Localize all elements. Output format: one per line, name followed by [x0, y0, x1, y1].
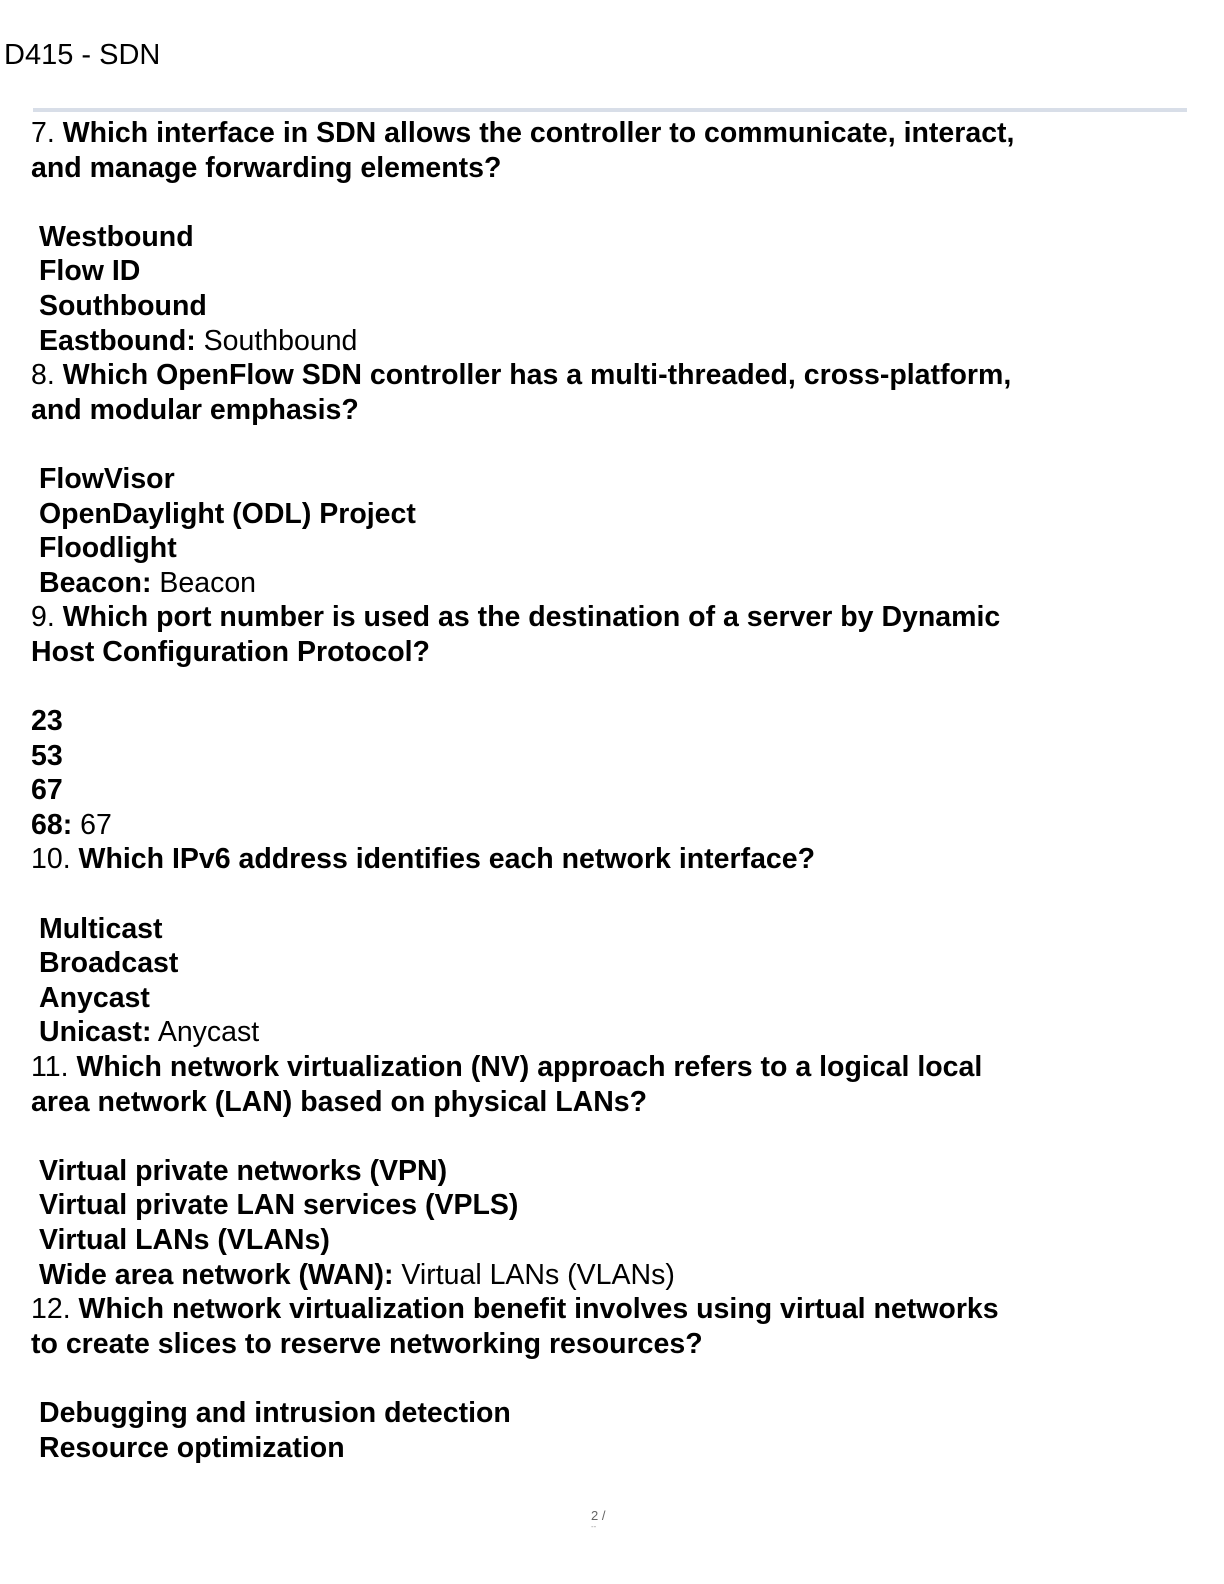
- answer-option: Virtual private networks (VPN): [39, 1154, 448, 1187]
- option-row: [31, 808, 1181, 843]
- question-text: Which network virtualization (NV) approach refers to a logical local: [76, 1051, 983, 1084]
- answer-option: 67: [31, 774, 63, 807]
- correct-answer: Beacon: [159, 566, 257, 599]
- question-text: Host Configuration Protocol?: [31, 635, 430, 668]
- answer-option: Wide area network (WAN):: [39, 1258, 394, 1291]
- question-line: [31, 1292, 1181, 1327]
- answer-option: Broadcast: [39, 947, 179, 980]
- option-row: [31, 946, 1181, 981]
- page-number: 2 /: [591, 1508, 606, 1523]
- option-row: [31, 704, 1181, 739]
- page-number-sub: --: [591, 1522, 597, 1531]
- correct-answer: Anycast: [157, 1016, 260, 1049]
- answer-option: 53: [31, 739, 63, 772]
- question-line: [31, 151, 1181, 186]
- answer-option: Debugging and intrusion detection: [39, 1396, 511, 1429]
- option-row: [31, 462, 1181, 497]
- answer-option: Floodlight: [39, 532, 177, 565]
- question-number: 7.: [31, 117, 55, 149]
- question-text: Which port number is used as the destination of a server by Dynamic: [62, 601, 1001, 634]
- option-row: [31, 566, 1181, 601]
- question-block: [31, 600, 1181, 842]
- option-row: [31, 912, 1181, 947]
- option-row: [31, 1258, 1181, 1293]
- option-row: [31, 1188, 1181, 1223]
- answer-option: Multicast: [39, 912, 163, 945]
- question-line: [31, 635, 1181, 670]
- answer-option: Resource optimization: [39, 1431, 345, 1464]
- answer-option: Unicast:: [39, 1016, 152, 1049]
- spacer: [31, 1361, 1181, 1396]
- spacer: [31, 427, 1181, 462]
- option-row: [31, 1223, 1181, 1258]
- question-text: Which OpenFlow SDN controller has a multi-threaded, cross-platform,: [62, 359, 1012, 392]
- answer-option: 68:: [31, 808, 73, 841]
- answer-option: Virtual private LAN services (VPLS): [39, 1189, 519, 1222]
- option-row: [31, 531, 1181, 566]
- option-row: [31, 1015, 1181, 1050]
- option-row: [31, 220, 1181, 255]
- option-row: [31, 1154, 1181, 1189]
- option-row: [31, 497, 1181, 532]
- spacer: [31, 185, 1181, 220]
- question-line: [31, 600, 1181, 635]
- answer-option: FlowVisor: [39, 462, 175, 495]
- header-divider: [33, 108, 1187, 112]
- answer-option: Anycast: [39, 981, 150, 1014]
- answer-option: Southbound: [39, 289, 207, 322]
- answer-option: Eastbound:: [39, 324, 196, 357]
- question-text: and modular emphasis?: [31, 393, 359, 426]
- option-row: [31, 1396, 1181, 1431]
- question-number: 8.: [31, 359, 55, 392]
- answer-option: OpenDaylight (ODL) Project: [39, 497, 416, 530]
- question-block: [31, 116, 1181, 358]
- document-title: D415 - SDN: [4, 39, 161, 71]
- question-line: [31, 842, 1181, 877]
- question-text: Which network virtualization benefit involves using virtual networks: [78, 1293, 999, 1326]
- question-text: to create slices to reserve networking resources?: [31, 1327, 703, 1360]
- option-row: [31, 739, 1181, 774]
- correct-answer: Virtual LANs (VLANs): [401, 1258, 675, 1291]
- question-number: 10.: [31, 843, 71, 876]
- question-text: and manage forwarding elements?: [31, 151, 502, 184]
- spacer: [31, 670, 1181, 705]
- answer-option: Flow ID: [39, 255, 141, 288]
- question-block: [31, 842, 1181, 1050]
- question-text: area network (LAN) based on physical LANs?: [31, 1085, 648, 1118]
- correct-answer: Southbound: [203, 324, 358, 357]
- option-row: [31, 324, 1181, 359]
- question-number: 9.: [31, 601, 55, 634]
- answer-option: Beacon:: [39, 566, 152, 599]
- spacer: [31, 877, 1181, 912]
- question-line: [31, 393, 1181, 428]
- question-line: [31, 1085, 1181, 1120]
- question-line: [31, 116, 1181, 151]
- correct-answer: 67: [80, 808, 112, 841]
- question-block: [31, 1292, 1181, 1465]
- question-number: 12.: [31, 1293, 71, 1326]
- option-row: [31, 773, 1181, 808]
- answer-option: Westbound: [39, 220, 194, 253]
- option-row: [31, 289, 1181, 324]
- question-block: [31, 358, 1181, 600]
- answer-option: Virtual LANs (VLANs): [39, 1224, 330, 1256]
- question-number: 11.: [31, 1051, 69, 1084]
- question-text: Which interface in SDN allows the controller to communicate, interact,: [62, 117, 1015, 149]
- question-block: [31, 1050, 1181, 1292]
- question-list: [31, 116, 1181, 1465]
- question-line: [31, 358, 1181, 393]
- spacer: [31, 1119, 1181, 1154]
- option-row: [31, 981, 1181, 1016]
- option-row: [31, 254, 1181, 289]
- question-text: Which IPv6 address identifies each network interface?: [78, 843, 816, 876]
- question-line: [31, 1327, 1181, 1362]
- answer-option: 23: [31, 705, 63, 738]
- option-row: [31, 1431, 1181, 1466]
- question-line: [31, 1050, 1181, 1085]
